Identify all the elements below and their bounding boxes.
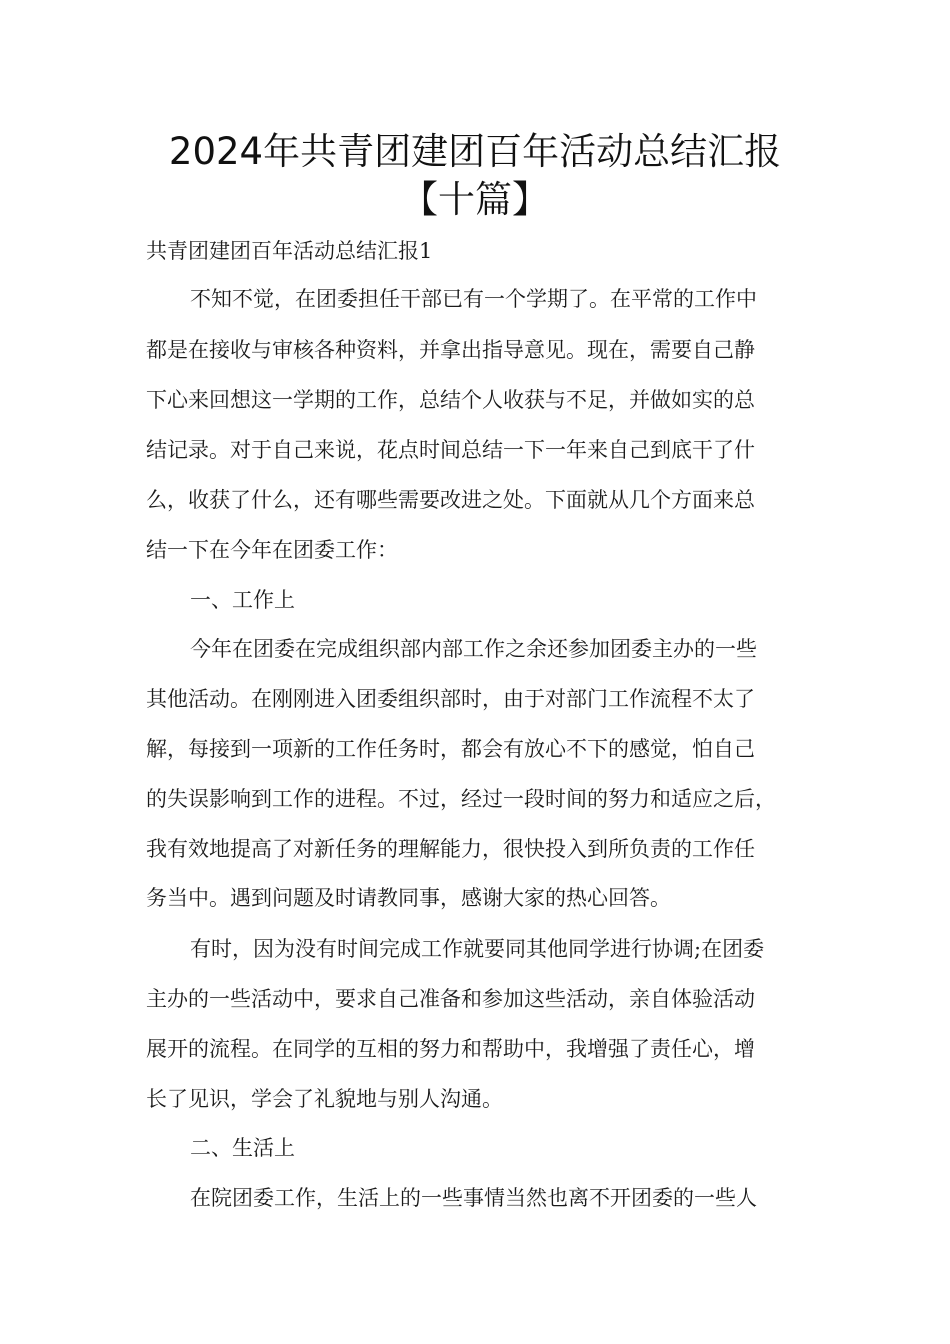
paragraph-line: 展开的流程。在同学的互相的努力和帮助中，我增强了责任心，增 xyxy=(146,1037,755,1061)
subsection-heading: 一、工作上 xyxy=(190,588,295,612)
paragraph-line: 主办的一些活动中，要求自己准备和参加这些活动，亲自体验活动 xyxy=(146,987,755,1011)
document-title-line-1: 2024年共青团建团百年活动总结汇报 xyxy=(168,130,782,173)
section-heading: 共青团建团百年活动总结汇报1 xyxy=(146,239,433,263)
paragraph-line: 其他活动。在刚刚进入团委组织部时，由于对部门工作流程不太了 xyxy=(146,687,755,711)
paragraph-line: 长了见识，学会了礼貌地与别人沟通。 xyxy=(146,1087,503,1111)
paragraph-line: 的失误影响到工作的进程。不过，经过一段时间的努力和适应之后， xyxy=(146,787,776,811)
paragraph-line: 务当中。遇到问题及时请教同事，感谢大家的热心回答。 xyxy=(146,886,671,910)
paragraph-line: 我有效地提高了对新任务的理解能力，很快投入到所负责的工作任 xyxy=(146,837,755,861)
paragraph-line: 么，收获了什么，还有哪些需要改进之处。下面就从几个方面来总 xyxy=(146,488,755,512)
paragraph-line: 都是在接收与审核各种资料，并拿出指导意见。现在，需要自己静 xyxy=(146,338,755,362)
paragraph-line: 不知不觉，在团委担任干部已有一个学期了。在平常的工作中 xyxy=(190,287,757,311)
paragraph-line: 结一下在今年在团委工作： xyxy=(146,538,398,562)
paragraph-line: 今年在团委在完成组织部内部工作之余还参加团委主办的一些 xyxy=(190,637,757,661)
subsection-heading: 二、生活上 xyxy=(190,1136,295,1160)
paragraph-line: 解，每接到一项新的工作任务时，都会有放心不下的感觉，怕自己 xyxy=(146,737,755,761)
paragraph-line: 有时，因为没有时间完成工作就要同其他同学进行协调;在团委 xyxy=(190,937,765,961)
paragraph-line: 下心来回想这一学期的工作，总结个人收获与不足，并做如实的总 xyxy=(146,388,755,412)
paragraph-line: 在院团委工作，生活上的一些事情当然也离不开团委的一些人 xyxy=(190,1186,757,1210)
paragraph-line: 结记录。对于自己来说，花点时间总结一下一年来自己到底干了什 xyxy=(146,438,755,462)
document-title-line-2: 【十篇】 xyxy=(401,178,549,221)
